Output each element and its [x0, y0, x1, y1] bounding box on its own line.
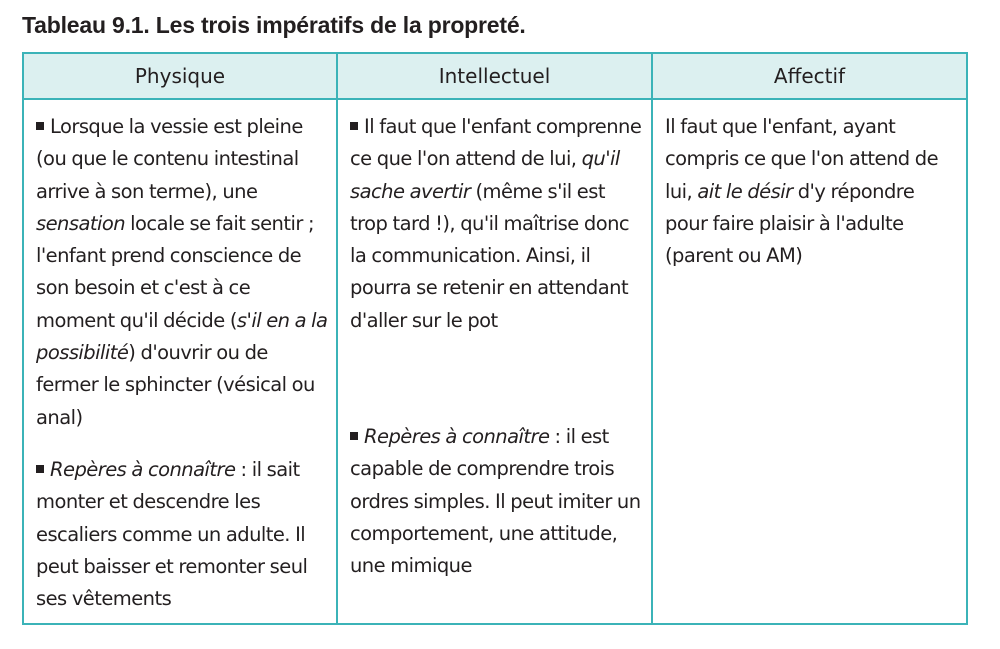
italic-text: ait le désir: [697, 179, 793, 203]
italic-text: qu'il sache avertir: [350, 147, 620, 203]
text: locale se fait sentir ; l'enfant prend conscience de son besoin et c'est à ce moment qu'il décide (: [36, 211, 314, 332]
table-row: [23, 99, 967, 624]
header-physique: Physique: [23, 53, 337, 99]
text: Lorsque la vessie est pleine (ou que le contenu intestinal arrive à son terme), une: [36, 115, 303, 203]
intellectuel-paragraph-2: [350, 421, 643, 582]
text: : il sait monter et descendre les escaliers comme un adulte. Il peut baisser et remonter seul ses vêtements: [36, 457, 308, 611]
cell-intellectuel: [337, 99, 652, 624]
italic-text: sensation: [36, 211, 126, 235]
text: Il faut que l'enfant comprenne ce que l'on attend de lui,: [350, 115, 642, 171]
text: ) d'ouvrir ou de fermer le sphincter (vésical ou anal): [36, 341, 315, 429]
italic-text: Repères à connaître: [50, 457, 236, 481]
text: : il est capable de comprendre trois ordres simples. Il peut imiter un comportement, une attitude, une mimique: [350, 425, 641, 578]
table-body: [23, 99, 967, 624]
physique-paragraph-2: [36, 454, 328, 615]
header-row: [23, 53, 967, 99]
intellectuel-paragraph-1: [350, 111, 643, 337]
bullet-square-icon: [36, 122, 44, 130]
bullet-square-icon: [350, 432, 358, 440]
affectif-paragraph-1: [665, 111, 958, 272]
italic-text: Repères à connaître: [364, 425, 550, 449]
text: d'y répondre pour faire plaisir à l'adulte (parent ou AM): [665, 179, 915, 268]
table-header: [23, 53, 967, 99]
header-affectif: Affectif: [652, 53, 967, 99]
text: (même s'il est trop tard !), qu'il maîtrise donc la communication. Ainsi, il pourra se retenir en attendant d'aller sur le pot: [350, 179, 630, 332]
bullet-square-icon: [36, 465, 44, 473]
table-caption: Tableau 9.1. Les trois impératifs de la propreté.: [22, 12, 526, 38]
bullet-square-icon: [350, 122, 358, 130]
cell-physique: [23, 99, 337, 624]
cell-affectif: [652, 99, 967, 624]
physique-paragraph-1: [36, 111, 328, 434]
header-intellectuel: Intellectuel: [337, 53, 652, 99]
italic-text: s'il en a la possibilité: [36, 308, 328, 365]
text: Il faut que l'enfant, ayant compris ce que l'on attend de lui,: [665, 115, 939, 203]
proprete-table: [22, 52, 968, 625]
